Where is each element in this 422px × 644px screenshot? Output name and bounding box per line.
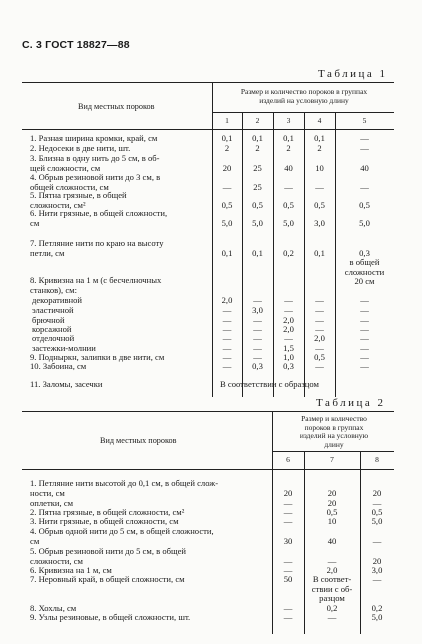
table1-colnum-3: 3: [286, 116, 291, 125]
table2-row-1-label: [30, 479, 218, 498]
table1-row-16-label: [30, 362, 86, 372]
table1-row-6-label: [30, 209, 167, 228]
table1-row-8-label: [30, 276, 161, 295]
table1-row-3-label-line: щей сложности, см: [30, 162, 101, 173]
table2-col-vid: Вид местных пороков: [100, 436, 177, 445]
table2-row-8-col-8: —: [372, 574, 382, 584]
table1-row-13-col-1: —: [222, 333, 232, 343]
table1-row-10-col-1: —: [222, 305, 232, 315]
table1-row-14-col-5: —: [360, 343, 369, 353]
table1-row-12-col-4: —: [315, 324, 324, 334]
table2-row-9-col-8: 0,2: [371, 603, 383, 613]
table1-colnum-2: 2: [255, 116, 260, 125]
table1-row-6-label-line: см: [30, 217, 40, 228]
table1-row-7-label-line: 7. Петляние нити по краю на высоту: [30, 238, 164, 248]
table1-col-vid: Вид местных пороков: [78, 102, 155, 111]
table2-row-7-col-6: —: [283, 565, 293, 575]
table1-row-7-col-3: 0,2: [283, 247, 294, 258]
table1-row-5-col-1: 0,5: [221, 199, 233, 210]
table1-row-7-label-line: петли, см: [30, 247, 65, 258]
table1-row-14-col-2: —: [253, 343, 262, 353]
table1-row-1-col-5: —: [360, 133, 369, 143]
table1-row-2-col-1: 2: [224, 143, 230, 153]
table1-row-15-col-2: —: [253, 352, 262, 362]
table1-row-16-label-line: 10. Забоина, см: [30, 361, 87, 371]
table1-row-10-col-4: —: [315, 305, 324, 315]
table2-row-7-col-8: 3,0: [371, 565, 383, 575]
table1-row-7-col-5: 0,3: [359, 247, 370, 258]
table1-colnum-1: 1: [225, 116, 229, 125]
table1-row-3-label-line: 3. Близна в одну нить до 5 см, в об-: [30, 153, 160, 163]
table2-row-8-col-7-line: ствии с об-: [311, 583, 353, 594]
table1-group-header: Размер и количество пороков в группах изделий на условную длину: [240, 87, 368, 105]
table2-row-10-col-7: —: [327, 612, 337, 622]
table1-row-12-label-line: корсажной: [32, 324, 72, 334]
table1-row-1-col-3: 0,1: [283, 133, 294, 143]
table2-row-2-col-8: —: [372, 498, 382, 508]
table2-row-5-label: [30, 527, 214, 546]
table1-row-16-col-5: —: [360, 361, 369, 371]
table1-colnum-5: 5: [362, 116, 367, 125]
table2-colnum-rule: [272, 451, 394, 452]
table1-row-15-col-4: 0,5: [314, 352, 325, 362]
table1-row-2-col-4: 2: [317, 143, 322, 153]
table2-row-8-label: [30, 575, 185, 585]
table1-row-13-col-4: 2,0: [314, 333, 325, 343]
table1-row-10-col-3: —: [284, 305, 293, 315]
table1-row-1-col-4: 0,1: [314, 133, 325, 143]
table2-row-1-col-7: 20: [327, 487, 337, 498]
table1-row-14-col-3: 1,5: [283, 343, 294, 353]
table2-row-9-label-line: 8. Хохлы, см: [30, 603, 77, 613]
table1-row-3-col-4: 10: [315, 162, 324, 173]
table1-row-9-col-1: 2,0: [221, 295, 233, 305]
table2-row-9-col-6: —: [283, 603, 293, 613]
table2-row-8-col-6: 50: [283, 574, 293, 584]
table2-row-7-col-7: 2,0: [326, 565, 338, 575]
table1-row-16-col-2: 0,3: [252, 361, 263, 371]
table1-row-16-col-3: 0,3: [283, 361, 294, 371]
table1-row-7-extra: в общей: [349, 257, 380, 268]
table1-row-5-col-4: 0,5: [314, 199, 325, 210]
table1-row-11-col-3: 2,0: [283, 315, 294, 325]
table1-row-12-col-3: 2,0: [283, 324, 294, 334]
table1-row-3-col-1: 20: [222, 162, 232, 173]
table2-caption: Таблица 2: [316, 397, 386, 409]
table1-row-13-col-5: —: [360, 333, 369, 343]
table1-row-16-col-4: —: [315, 361, 324, 371]
table2-colnum-6: 6: [286, 455, 290, 464]
table1-row-2-col-2: 2: [255, 143, 260, 153]
table1-row-9-col-3: —: [284, 295, 293, 305]
table1-row-11-col-2: —: [253, 315, 262, 325]
table1-row-8-label-line: 8. Кривизна на 1 м (с бесчелночных: [30, 275, 162, 285]
table1-row-7-label: [30, 239, 164, 258]
table2-row-7-label-line: 6. Кривизна на 1 м, см: [30, 565, 112, 575]
table1-row-7-col-4: 0,1: [314, 247, 325, 258]
table1-row-15-label-line: 9. Подныркн, залипки в две нити, см: [30, 352, 165, 362]
table1-row-7-extra: 20 см: [354, 276, 375, 287]
table2-colnum-7: 7: [330, 455, 334, 464]
table2-row-10-label: [30, 613, 190, 623]
table2-row-4-col-6: —: [283, 516, 293, 526]
table2-row-1-col-8: 20: [372, 487, 382, 498]
table1-row-6-col-4: 3,0: [314, 217, 325, 228]
table1-row-14-col-4: —: [315, 343, 324, 353]
table1-header-rule: [22, 129, 394, 130]
table1-row-7-extra: сложности: [344, 266, 385, 277]
table2-group-header: Размер и количество пороков в группах изделий на условную длину: [299, 414, 369, 449]
table1-row-13-label-line: отделочной: [32, 333, 75, 343]
table1-row-11-value: В соответствии с образцом: [220, 379, 319, 389]
table2-row-9-col-7: 0,2: [326, 603, 338, 613]
table2-row-6-col-6: —: [283, 555, 293, 566]
table1-row-4-col-4: —: [315, 181, 324, 192]
table2-colnum-8: 8: [375, 455, 379, 464]
table2-row-4-label-line: 3. Нити грязные, в общей сложности, см: [30, 516, 179, 526]
table1-colnum-rule: [212, 112, 394, 113]
table1-row-12-col-5: —: [360, 324, 369, 334]
table1-row-7-col-2: 0,1: [252, 247, 263, 258]
table2-row-2-label-line: оплетки, см: [30, 498, 74, 508]
table1-row-6-col-5: 5,0: [359, 217, 370, 228]
table1-row-9-label-line: декоративной: [32, 295, 83, 305]
table1-row-10-label-line: эластичной: [32, 305, 74, 315]
table2-top-rule: [22, 411, 394, 412]
table1-row-2-label-line: 2. Недосеки в две нити, шт.: [30, 143, 131, 153]
table2-row-6-col-8: 20: [372, 555, 382, 566]
table2-header-rule: [22, 469, 394, 470]
table1-row-4-label-line: 4. Обрыв резиновой нити до 3 см, в: [30, 172, 161, 182]
table1-row-5-col-5: 0,5: [359, 199, 370, 210]
table1-row-6-label-line: 6. Нити грязные, в общей сложности,: [30, 208, 168, 218]
table1-colnum-4: 4: [317, 116, 322, 125]
table1-row-5-label-line: сложности, см²: [30, 199, 86, 210]
table1-row-6-col-1: 5,0: [221, 217, 233, 228]
table2-row-8-col-7-line: В соответ-: [312, 574, 352, 584]
table1-row-15-col-1: —: [222, 352, 232, 362]
table1-row-6-col-3: 5,0: [283, 217, 294, 228]
table2-row-5-col-8: —: [372, 535, 382, 546]
table2-row-10-col-6: —: [283, 612, 293, 622]
table1-row-4-col-1: —: [222, 181, 232, 192]
table1-row-4-col-5: —: [360, 181, 369, 192]
table1-row-5-label-line: 5. Пятна грязные, в общей: [30, 190, 127, 200]
table1-row-14-label-line: застежки-молнии: [32, 343, 96, 353]
table1-row-2-col-3: 2: [286, 143, 291, 153]
table2-row-3-label-line: 2. Пятна грязные, в общей сложности, см²: [30, 507, 185, 517]
table1-row-9-col-2: —: [253, 295, 262, 305]
table2-row-6-label-line: сложности, см: [30, 555, 83, 566]
table1-row-13-col-2: —: [253, 333, 262, 343]
table1-row-12-col-2: —: [253, 324, 262, 334]
page-header: С. 3 ГОСТ 18827—88: [22, 39, 130, 51]
table1-row-10-col-5: —: [360, 305, 369, 315]
table2-row-10-label-line: 9. Узлы резиновые, в общей сложности, шт.: [30, 612, 191, 622]
table1-row-4-col-2: 25: [253, 181, 262, 192]
table1-row-1-col-1: 0,1: [221, 133, 233, 143]
table1-top-rule: [22, 82, 394, 83]
table1-row-9-col-5: —: [360, 295, 369, 305]
table1-row-9-col-4: —: [315, 295, 324, 305]
table2-row-1-label-line: 1. Петляние нити высотой до 0,1 см, в общей слож-: [30, 478, 219, 488]
table2-row-5-label-line: 4. Обрыв одной нити до 5 см, в общей сложности,: [30, 526, 214, 536]
table1-row-15-col-3: 1,0: [283, 352, 294, 362]
table2-row-3-col-7: 0,5: [326, 507, 338, 517]
table2-row-5-col-6: 30: [283, 535, 293, 546]
table1-row-11-col-4: —: [315, 315, 324, 325]
table1-caption: Таблица 1: [318, 68, 388, 80]
table2-row-1-label-line: ности, см: [30, 487, 65, 498]
table2-row-4-col-8: 5,0: [371, 516, 383, 526]
table1-row-2-col-5: —: [360, 143, 369, 153]
table2-row-4-col-7: 10: [327, 516, 337, 526]
table1-row-7-col-1: 0,1: [221, 247, 233, 258]
table1-row-11-col-5: —: [360, 315, 369, 325]
table1-row-3-col-5: 40: [360, 162, 369, 173]
table1-row-13-col-3: —: [284, 333, 293, 343]
table1-row-8-label-line: станков), см:: [30, 284, 77, 295]
table1-row-11-label-line: брючной: [32, 315, 65, 325]
table1-row-5-col-3: 0,5: [283, 199, 294, 210]
table2-row-10-col-8: 5,0: [371, 612, 383, 622]
table1-row-10-col-2: 3,0: [252, 305, 263, 315]
table2-row-6-col-7: —: [327, 555, 337, 566]
table1-row-5-col-2: 0,5: [252, 199, 263, 210]
table2-row-6-label-line: 5. Обрыв резиновой нити до 5 см, в общей: [30, 546, 187, 556]
table1-row-11-col-1: —: [222, 315, 232, 325]
table1-row-4-col-3: —: [284, 181, 293, 192]
table2-row-5-label-line: см: [30, 535, 40, 546]
table1-row-14-col-1: —: [222, 343, 232, 353]
table1-row-3-label: [30, 154, 160, 173]
table1-row-4-label-line: общей сложности, см: [30, 181, 109, 192]
table2-row-8-col-7-line: разцом: [319, 593, 345, 604]
table2-row-6-label: [30, 547, 186, 566]
table1-row-1-label-line: 1. Разная ширина кромки, край, см: [30, 133, 158, 143]
table2-row-8-label-line: 7. Неровный край, в общей сложности, см: [30, 574, 185, 584]
table1-row-3-col-2: 25: [253, 162, 262, 173]
table1-row-12-col-1: —: [222, 324, 232, 334]
table2-row-3-col-8: 0,5: [371, 507, 383, 517]
table1-row-15-col-5: —: [360, 352, 369, 362]
table1-row-3-col-3: 40: [284, 162, 293, 173]
table2-row-5-col-7: 40: [327, 535, 337, 546]
table2-row-3-col-6: —: [283, 507, 293, 517]
table1-row-16-col-1: —: [222, 361, 232, 371]
table2-row-2-col-7: 20: [327, 498, 337, 508]
table1-row-1-col-2: 0,1: [252, 133, 263, 143]
table1-row-6-col-2: 5,0: [252, 217, 263, 228]
table1-row-11-label: 11. Заломы, засечки: [30, 379, 103, 389]
table2-row-2-col-6: —: [283, 498, 293, 508]
table2-row-1-col-6: 20: [283, 487, 293, 498]
